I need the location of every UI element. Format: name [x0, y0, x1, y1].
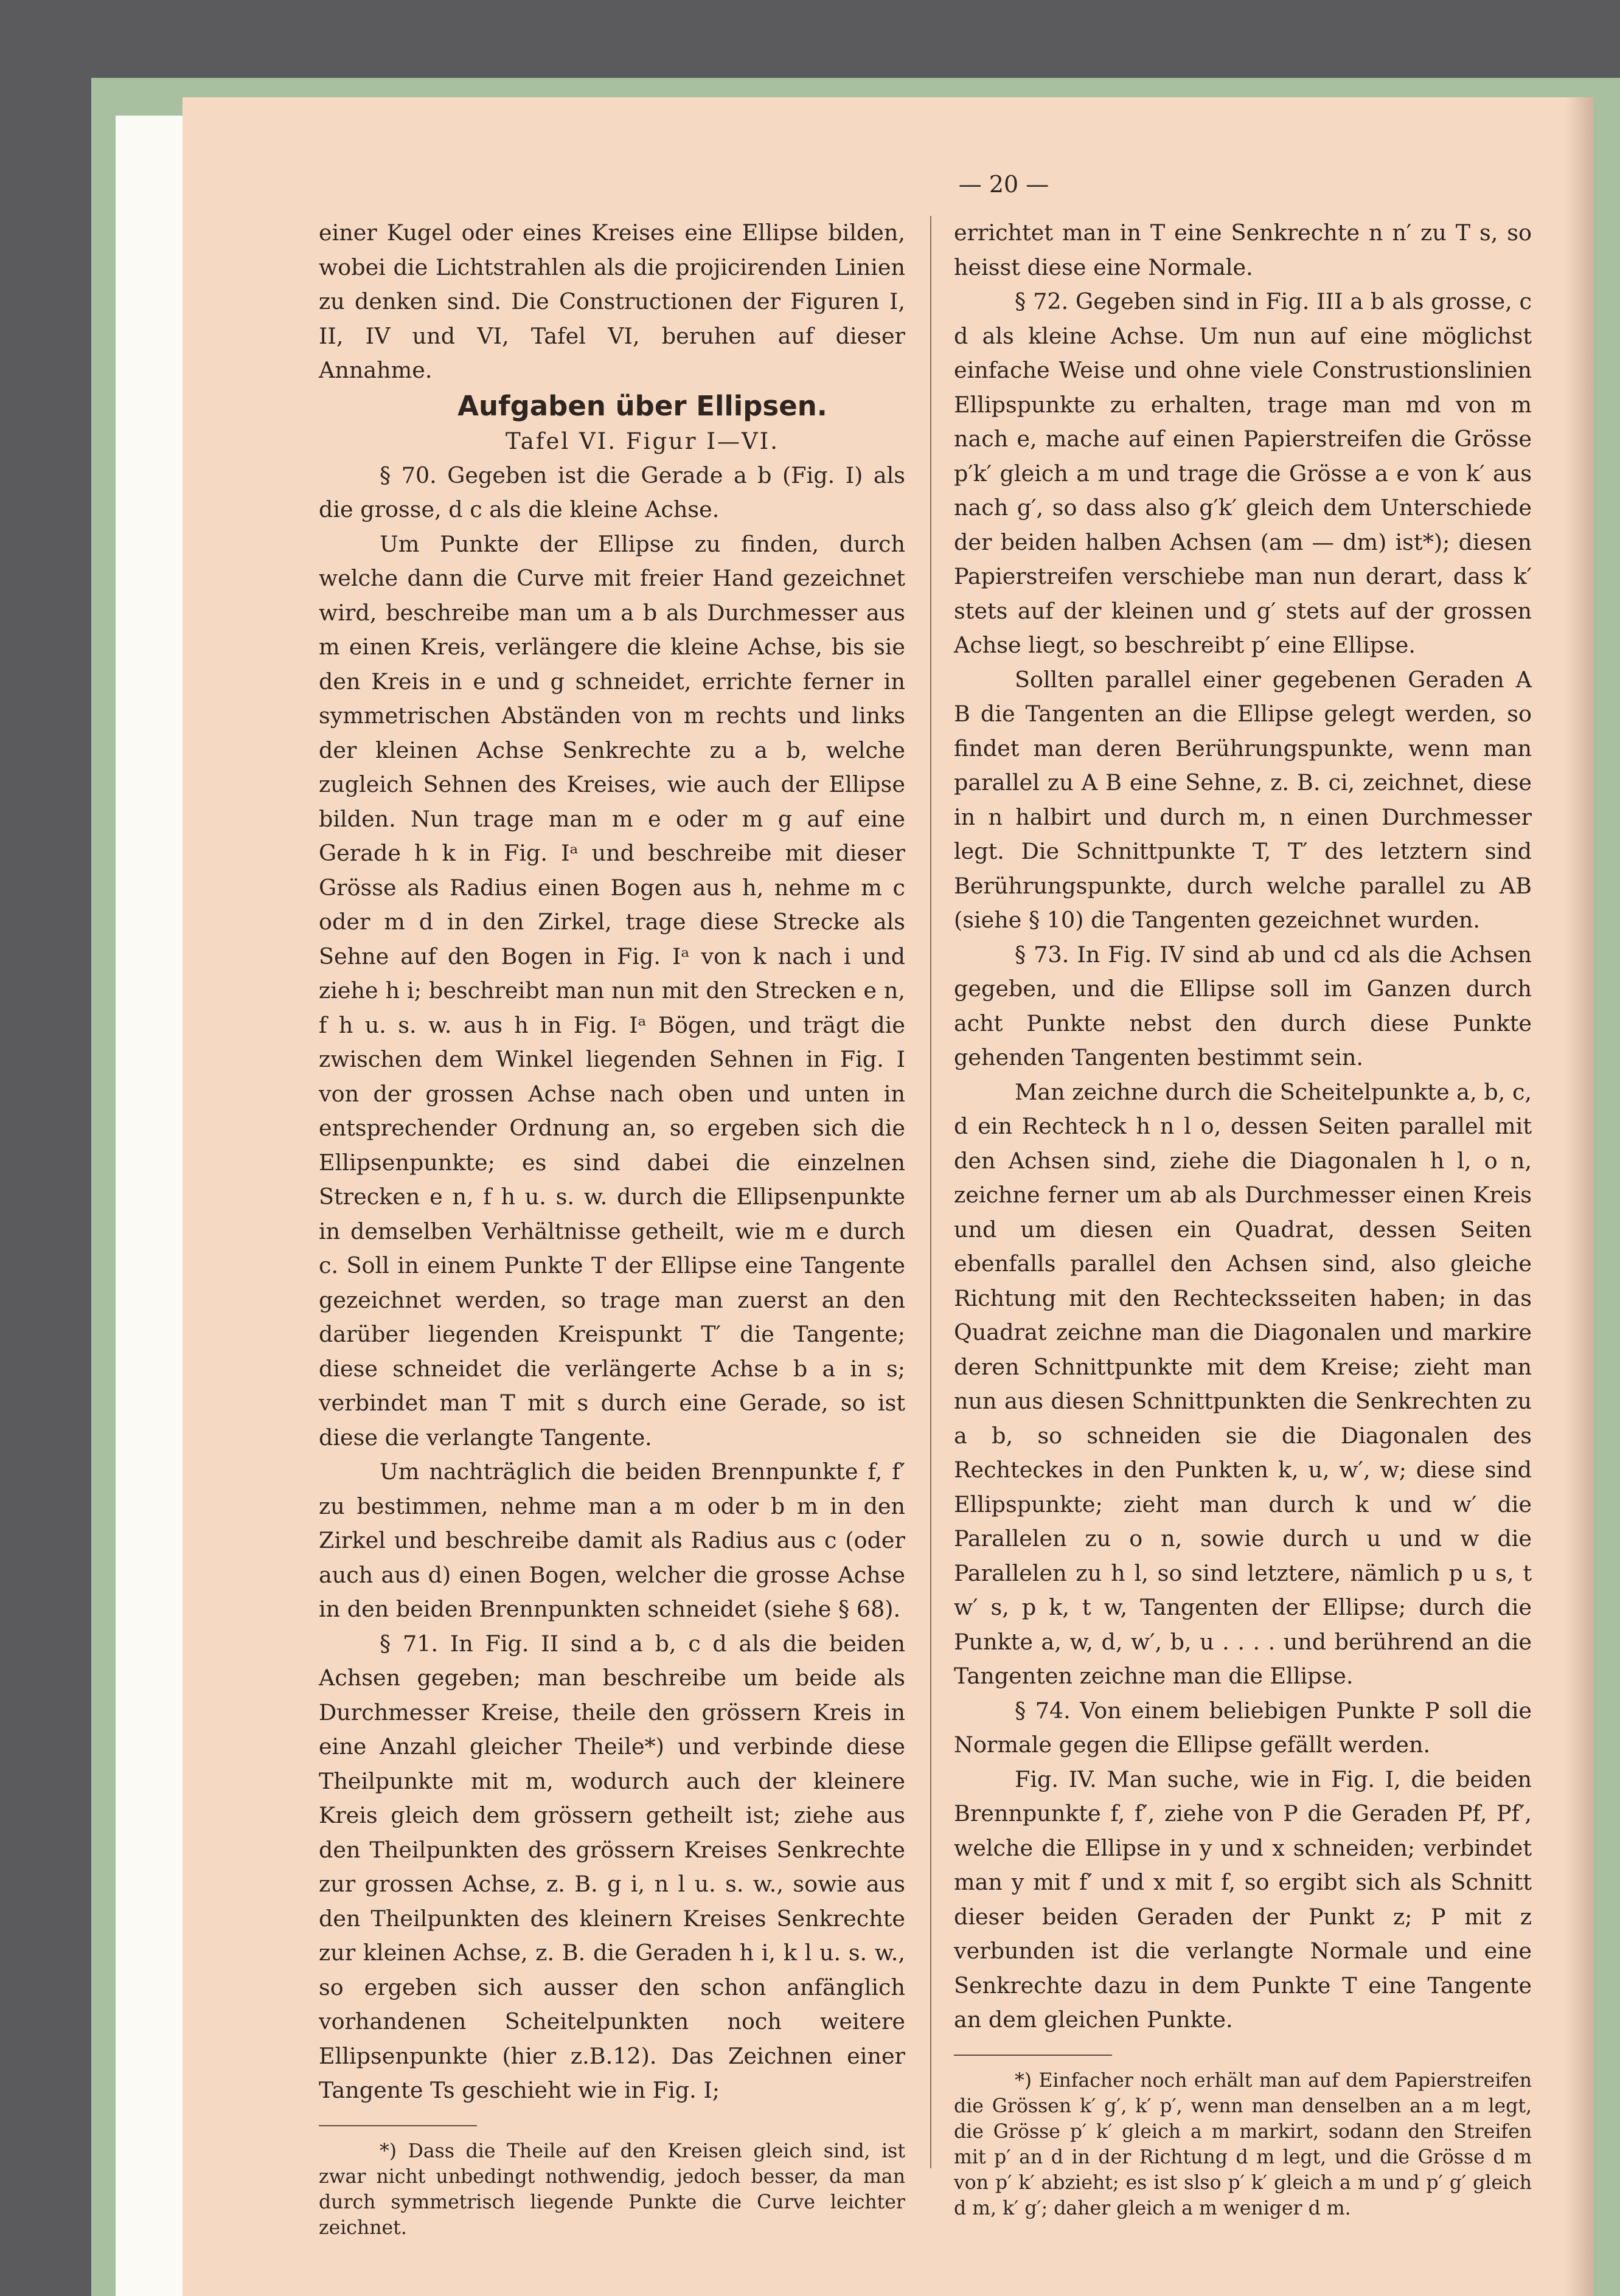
paragraph: § 73. In Fig. IV sind ab und cd als die Achsen gegeben, und die Ellipse soll im Ganzen durch acht Punkte nebst den durch diese Punkte gehenden Tangenten bestimmt sein. [954, 941, 1532, 1070]
left-column [319, 216, 905, 2241]
footnote-rule [954, 2055, 1112, 2056]
paragraph: § 74. Von einem beliebigen Punkte P soll die Normale gegen die Ellipse gefällt werden. [954, 1697, 1532, 1758]
paragraph: Um nachträglich die beiden Brennpunkte f, f′ zu bestimmen, nehme man a m oder b m in den Zirkel und beschreibe damit als Radius aus c (oder auch aus d) einen Bogen, welcher die grosse Achse in den beiden Brennpunkten schneidet (siehe § 68). [319, 1458, 905, 1622]
paragraph: § 70. Gegeben ist die Gerade a b (Fig. I) als die grosse, d c als die kleine Achse. [319, 462, 905, 522]
page-gutter-shadow [1566, 97, 1594, 2296]
page-number: — 20 — [958, 171, 1049, 198]
paragraph: einer Kugel oder eines Kreises eine Ellipse bilden, wobei die Lichtstrahlen als die projicirenden Linien zu denken sind. Die Constructionen der Figuren I, II, IV und VI, Tafel VI, beruhen auf dieser Annahme. [319, 220, 905, 383]
paragraph: Fig. IV. Man suche, wie in Fig. I, die beiden Brennpunkte f, f′, ziehe von P die Geraden Pf, Pf′, welche die Ellipse in y und x schneiden; verbindet man y mit f′ und x mit f, so ergibt sich als Schnitt dieser beiden Geraden der Punkt z; P mit z verbunden ist die verlangte Normale und eine Senkrechte dazu in dem Punkte T eine Tangente an dem gleichen Punkte. [954, 1766, 1532, 2033]
paragraph: Man zeichne durch die Scheitelpunkte a, b, c, d ein Rechteck h n l o, dessen Seiten parallel mit den Achsen sind, ziehe die Diagonalen h l, o n, zeichne ferner um ab als Durchmesser einen Kreis und um diesen ein Quadrat, dessen Seiten ebenfalls parallel den Achsen sind, also gleiche Richtung mit den Rechtecksseiten haben; in das Quadrat zeichne man die Diagonalen und markire deren Schnittpunkte mit dem Kreise; zieht man nun aus diesen Schnittpunkten die Senkrechten zu a b, so schneiden sie die Diagonalen des Rechteckes in den Punkten k, u, w′, w; diese sind Ellipspunkte; zieht man durch k und w′ die Parallelen zu o n, sowie durch u und w die Parallelen zu h l, so sind letztere, nämlich p u s, t w′ s, p k, t w, Tangenten der Ellipse; durch die Punkte a, w, d, w′, b, u . . . . und berührend an die Tangenten zeichne man die Ellipse. [954, 1078, 1532, 1689]
paragraph: § 72. Gegeben sind in Fig. III a b als grosse, c d als kleine Achse. Um nun auf eine möglichst einfache Weise und ohne viele Construstionslinien Ellipspunkte zu erhalten, trage man md von m nach e, mache auf einen Papierstreifen die Grösse p′k′ gleich a m und trage die Grösse a e von k′ aus nach g′, so dass also g′k′ gleich dem Unterschiede der beiden halben Achsen (am — dm) ist*); diesen Papierstreifen verschiebe man nun derart, dass k′ stets auf der kleinen und g′ stets auf der grossen Achse liegt, so beschreibt p′ eine Ellipse. [954, 288, 1532, 658]
column-divider [930, 216, 931, 2168]
section-subheading: Tafel VI. Figur I—VI. [505, 428, 780, 454]
page-edge [116, 116, 183, 2296]
paragraph: Sollten parallel einer gegebenen Geraden A B die Tangenten an die Ellipse gelegt werden, so findet man deren Berührungspunkte, wenn man parallel zu A B eine Sehne, z. B. ci, zeichnet, diese in n halbirt und durch m, n einen Durchmesser legt. Die Schnittpunkte T, T′ des letztern sind Berührungspunkte, durch welche parallel zu AB (siehe § 10) die Tangenten gezeichnet wurden. [954, 666, 1532, 933]
paragraph: Um Punkte der Ellipse zu finden, durch welche dann die Curve mit freier Hand gezeichnet wird, beschreibe man um a b als Durchmesser aus m einen Kreis, verlängere die kleine Achse, bis sie den Kreis in e und g schneidet, errichte ferner in symmetrischen Abständen von m rechts und links der kleinen Achse Senkrechte zu a b, welche zugleich Sehnen des Kreises, wie auch der Ellipse bilden. Nun trage man m e oder m g auf eine Gerade h k in Fig. Iᵃ und beschreibe mit dieser Grösse als Radius einen Bogen aus h, nehme m c oder m d in den Zirkel, trage diese Strecke als Sehne auf den Bogen in Fig. Iᵃ von k nach i und ziehe h i; beschreibt man nun mit den Strecken e n, f h u. s. w. aus h in Fig. Iᵃ Bögen, und trägt die zwischen dem Winkel liegenden Sehnen in Fig. I von der grossen Achse nach oben und unten in entsprechender Ordnung an, so ergeben sich die Ellipsenpunkte; es sind dabei die einzelnen Strecken e n, f h u. s. w. durch die Ellipsenpunkte in demselben Verhältnisse getheilt, wie m e durch c. Soll in einem Punkte T der Ellipse eine Tangente gezeichnet werden, so trage man zuerst an den darüber liegenden Kreispunkt T′ die Tangente; diese schneidet die verlängerte Achse b a in s; verbindet man T mit s durch eine Gerade, so ist diese die verlangte Tangente. [319, 530, 905, 1451]
section-heading: Aufgaben über Ellipsen. [457, 389, 827, 422]
footnote: *) Einfacher noch erhält man auf dem Papierstreifen die Grössen k′ g′, k′ p′, wenn man denselben an a m legt, die Grösse p′ k′ gleich a m markirt, sodann den Streifen mit p′ an d in der Richtung d m legt, und die Grösse d m von p′ k′ abzieht; es ist slso p′ k′ gleich a m und p′ g′ gleich d m, k′ g′; daher gleich a m weniger d m. [954, 2069, 1532, 2219]
footnote: *) Dass die Theile auf den Kreisen gleich sind, ist zwar nicht unbedingt nothwendig, jedoch besser, da man durch symmetrisch liegende Punkte die Curve leichter zeichnet. [319, 2140, 905, 2239]
paragraph: § 71. In Fig. II sind a b, c d als die beiden Achsen gegeben; man beschreibe um beide als Durchmesser Kreise, theile den grössern Kreis in eine Anzahl gleicher Theile*) und verbinde diese Theilpunkte mit m, wodurch auch der kleinere Kreis gleich dem grössern getheilt ist; ziehe aus den Theilpunkten des grössern Kreises Senkrechte zur grossen Achse, z. B. g i, n l u. s. w., sowie aus den Theilpunkten des kleinern Kreises Senkrechte zur kleinen Achse, z. B. die Geraden h i, k l u. s. w., so ergeben sich ausser den schon anfänglich vorhandenen Scheitelpunkten noch weitere Ellipsenpunkte (hier z.B.12). Das Zeichnen einer Tangente Ts geschieht wie in Fig. I; [319, 1630, 905, 2103]
paragraph: errichtet man in T eine Senkrechte n n′ zu T s, so heisst diese eine Normale. [954, 220, 1532, 280]
footnote-rule [319, 2125, 477, 2126]
book-page [183, 97, 1594, 2296]
right-column [954, 216, 1532, 2221]
